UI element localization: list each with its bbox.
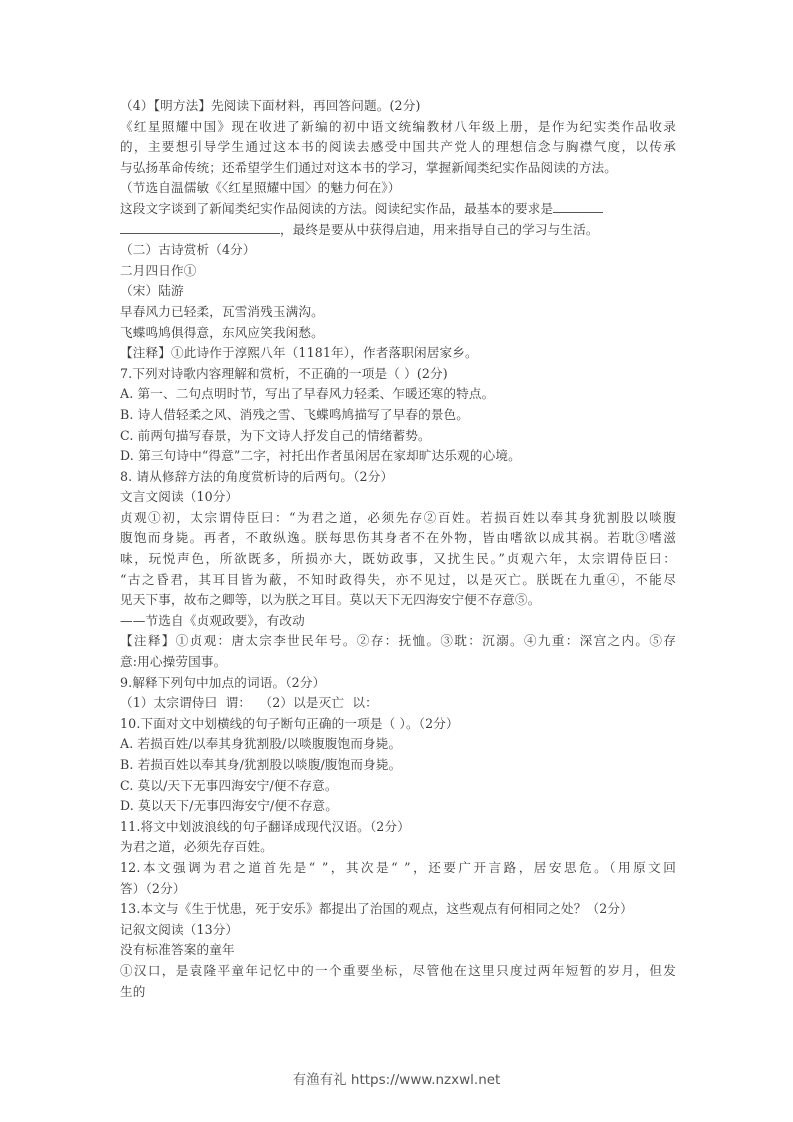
q4-question-line-2 [120,220,676,241]
q7-option-d: D. 第三句诗中“得意”二字，衬托出作者虽闲居在家却旷达乐观的心境。 [120,448,521,464]
classical-section-heading: 文言文阅读（10分） [120,489,239,505]
classical-passage-line: 见天下事，故布之卿等，以为朕之耳目。莫以天下无四海安宁便不存意⑤。 [120,592,541,608]
q4-material-line: 《红星照耀中国》现在收进了新编的初中语文统编教材八年级上册，是作为纪实类作品收录 [120,118,676,134]
q9-stem: 9.解释下列句中加点的词语。（2分） [120,674,326,690]
poem-note: 【注释】①此诗作于淳熙八年（1181年），作者落职闲居家乡。 [120,345,478,361]
classical-note-line: 【注释】①贞观：唐太宗李世民年号。②存：抚恤。③耽：沉溺。④九重：深宫之内。⑤存 [120,633,676,649]
q10-stem: 10.下面对文中划横线的句子断句正确的一项是（ ）。（2分） [120,715,459,731]
q12-stem-line: 12.本文强调为君之道首先是“ ”，其次是“ ”，还要广开言路，居安思危。（用原文回 [120,859,676,875]
q11-sentence: 为君之道，必须先存百姓。 [120,839,273,855]
q8-stem: 8. 请从修辞方法的角度赏析诗的后两句。（2分） [120,468,394,484]
q4-material-line: 与弘扬革命传统；还希望学生们通过对这本书的学习，掌握新闻类纪实作品阅读的方法。 [120,159,618,175]
classical-passage-line: 味，玩悦声色，所欲既多，所损亦大，既妨政事，又扰生民。”贞观六年，太宗谓侍臣曰： [120,551,676,567]
poetry-section-heading: （二）古诗赏析（4分） [120,242,256,258]
classical-passage-line: 腹饱而身毙。再者，不敢纵逸。朕每思伤其身者不在外物，皆由嗜欲以成其祸。若耽③嗜滋 [120,530,676,546]
poem-title: 二月四日作① [120,262,197,278]
answer-blank[interactable] [553,200,603,213]
q4-material-line: 的，主要想引导学生通过这本书的阅读去感受中国共产党人的理想信念与胸襟气度，以传承 [120,139,676,155]
classical-note-line: 意:用心操劳国事。 [120,654,227,670]
classical-passage-line: “古之昏君，其耳目皆为蔽，不知时政得失，亦不见过，以是灭亡。朕既在九重④，不能尽 [120,571,676,587]
q10-option-c: C. 莫以/天下无事四海安宁/便不存意。 [120,777,338,793]
narrative-paragraph-line: 生的 [120,983,146,999]
narrative-paragraph-line: ①汉口，是袁隆平童年记忆中的一个重要坐标，尽管他在这里只度过两年短暂的岁月，但发 [120,962,676,978]
q4-question-text: 这段文字谈到了新闻类纪实作品阅读的方法。阅读纪实作品，最基本的要求是 [120,200,554,216]
q4-question-line-1 [120,199,676,220]
q13-stem: 13.本文与《生于忧患，死于安乐》都提出了治国的观点，这些观点有何相同之处？（2分） [120,901,633,917]
poem-line: 早春风力已轻柔，瓦雪消残玉满沟。 [120,303,324,319]
classical-passage-line: 贞观①初，太宗谓侍臣曰：“为君之道，必须先存②百姓。若损百姓以奉其身犹割股以啖腹 [120,509,676,525]
q12-stem-line: 答）（2分） [120,880,186,896]
q9-items: （1）太宗谓侍曰 谓： （2）以是灭亡 以： [120,695,378,711]
narrative-title: 没有标准答案的童年 [120,942,235,958]
q10-option-b: B. 若损百姓以奉其身/犹割股以啖腹/腹饱而身毙。 [120,757,402,772]
classical-source: ——节选自《贞观政要》，有改动 [120,612,305,628]
q7-option-b: B. 诗人借轻柔之风、消残之雪、飞蝶鸣鸠描写了早春的景色。 [120,406,470,422]
q4-question-text: ，最终是要从中获得启迪，用来指导自己的学习与生活。 [280,221,599,237]
q4-source: （节选自温儒敏《〈红星照耀中国〉的魅力何在》） [120,180,401,196]
q10-option-d: D. 莫以天下/无事四海安宁/便不存意。 [120,798,339,814]
poem-author: （宋）陆游 [120,283,184,299]
q10-option-a: A. 若损百姓/以奉其身犹割股/以啖腹腹饱而身毙。 [120,736,402,752]
q7-option-c: C. 前两句描写春景，为下文诗人抒发自己的情绪蓄势。 [120,427,431,443]
q4-heading: （4）【明方法】先阅读下面材料，再回答问题。(2分) [120,98,421,113]
q7-stem: 7.下列对诗歌内容理解和赏析，不正确的一项是（ ）(2分) [120,365,448,381]
narrative-section-heading: 记叙文阅读（13分） [120,921,239,937]
footer-watermark: 有渔有礼 https://www.nzxwl.net [292,1072,501,1088]
answer-blank[interactable] [120,221,280,234]
poem-line: 飞蝶鸣鸠俱得意，东风应笑我闲愁。 [120,324,324,340]
document-page [120,96,676,1002]
q7-option-a: A. 第一、二句点明时节，写出了早春风力轻柔、乍暖还寒的特点。 [120,386,495,402]
q11-stem: 11.将文中划波浪线的句子翻译成现代汉语。（2分） [120,818,410,834]
